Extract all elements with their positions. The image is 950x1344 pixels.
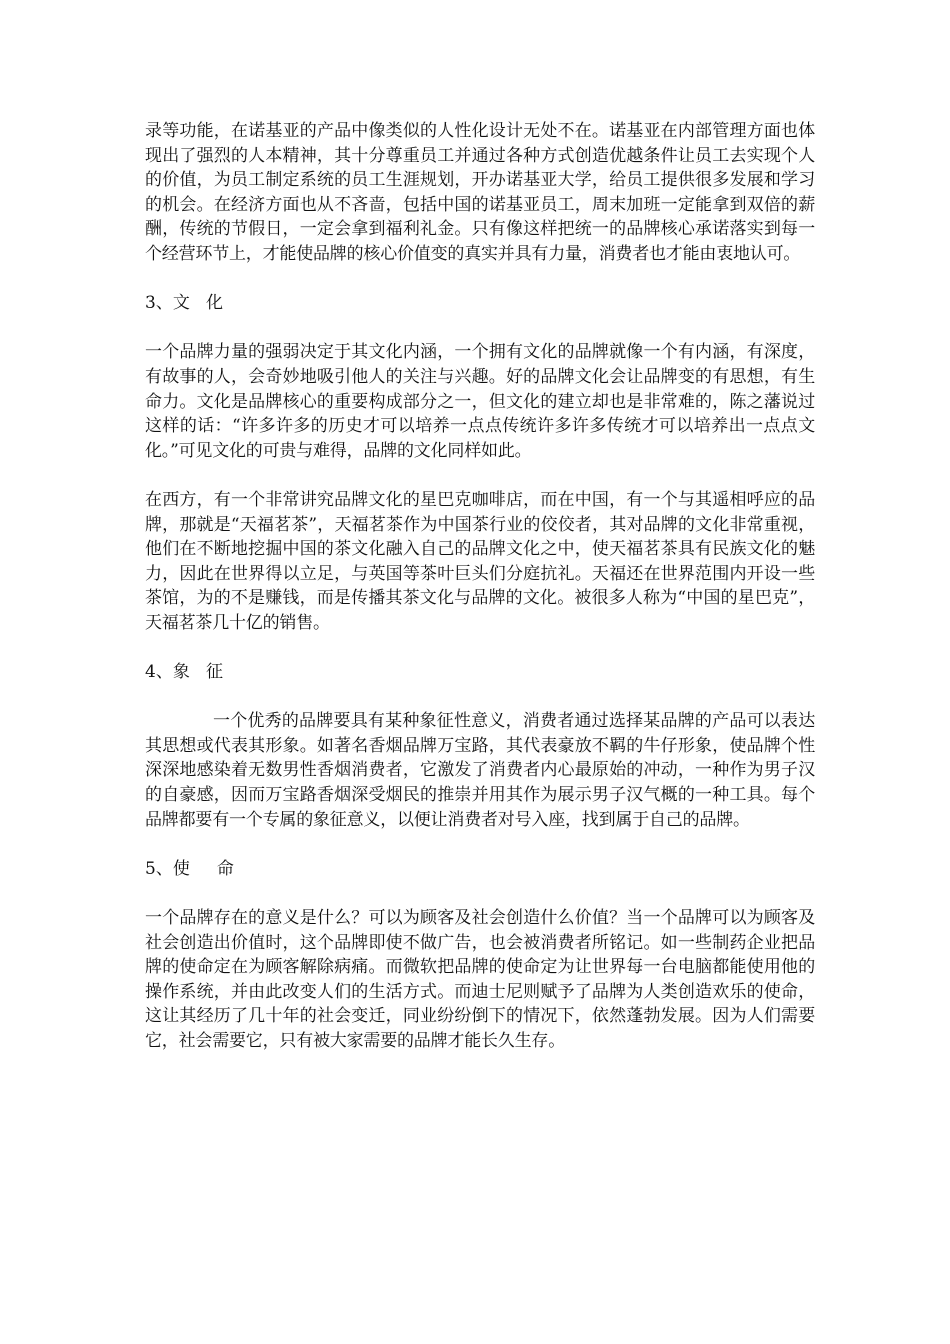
spacer (145, 685, 815, 710)
section-heading-culture: 3、文 化 (145, 293, 224, 314)
spacer (145, 267, 815, 292)
paragraph-nokia: 录等功能，在诺基亚的产品中像类似的人性化设计无处不在。诺基亚在内部管理方面也体现出了强烈的人本精神，其十分尊重员工并通过各种方式创造优越条件让员工去实现个人的价值，为员工制定系统的员工生涯规划，开办诺基亚大学，给员工提供很多发展和学习的机会。在经济方面也从不吝啬，包括中国的诺基亚员工，周末加班一定能拿到双倍的薪酬，传统的节假日，一定会拿到福利礼金。只有像这样把统一的品牌核心承诺落实到每一个经营环节上，才能使品牌的核心价值变的真实并具有力量，消费者也才能由衷地认可。 (145, 121, 815, 264)
document-page (145, 119, 815, 1054)
paragraph-mission: 一个品牌存在的意义是什么？可以为顾客及社会创造什么价值？当一个品牌可以为顾客及社会创造出价值时，这个品牌即使不做广告，也会被消费者所铭记。如一些制药企业把品牌的使命定在为顾客解除病痛。而微软把品牌的使命定为让世界每一台电脑都能使用他的操作系统，并由此改变人们的生活方式。而迪士尼则赋予了品牌为人类创造欢乐的使命，这让其经历了几十年的社会变迁，同业纷纷倒下的情况下，依然蓬勃发展。因为人们需要它，社会需要它，只有被大家需要的品牌才能长久生存。 (145, 908, 815, 1051)
spacer (145, 635, 815, 660)
paragraph-symbol: 一个优秀的品牌要具有某种象征性意义，消费者通过选择某品牌的产品可以表达其思想或代表其形象。如著名香烟品牌万宝路，其代表豪放不羁的牛仔形象，使品牌个性深深地感染着无数男性香烟消费者，它激发了消费者内心最原始的冲动，一种作为男子汉的自豪感，因而万宝路香烟深受烟民的推崇并用其作为展示男子汉气概的一种工具。每个品牌都要有一个专属的象征意义，以便让消费者对号入座，找到属于自己的品牌。 (145, 711, 815, 830)
spacer (145, 463, 815, 488)
paragraph-tenfu-tea: 在西方，有一个非常讲究品牌文化的星巴克咖啡店，而在中国，有一个与其遥相呼应的品牌，那就是“天福茗茶”，天福茗茶作为中国茶行业的佼佼者，其对品牌的文化非常重视，他们在不断地挖掘中国的茶文化融入自己的品牌文化之中，使天福茗茶具有民族文化的魅力，因此在世界得以立足，与英国等茶叶巨头们分庭抗礼。天福还在世界范围内开设一些茶馆，为的不是赚钱，而是传播其茶文化与品牌的文化。被很多人称为“中国的星巴克”，天福茗茶几十亿的销售。 (145, 489, 815, 633)
section-heading-symbol: 4、象 征 (145, 662, 224, 683)
spacer (145, 832, 815, 857)
section-heading-mission: 5、使 命 (145, 858, 234, 879)
spacer (145, 881, 815, 906)
spacer (145, 316, 815, 341)
paragraph-culture: 一个品牌力量的强弱决定于其文化内涵，一个拥有文化的品牌就像一个有内涵，有深度，有故事的人，会奇妙地吸引他人的关注与兴趣。好的品牌文化会让品牌变的有思想，有生命力。文化是品牌核心的重要构成部分之一，但文化的建立却也是非常难的，陈之藩说过这样的话：“许多许多的历史才可以培养一点点传统许多许多传统才可以培养出一点点文化。”可见文化的可贵与难得，品牌的文化同样如此。 (145, 342, 815, 461)
